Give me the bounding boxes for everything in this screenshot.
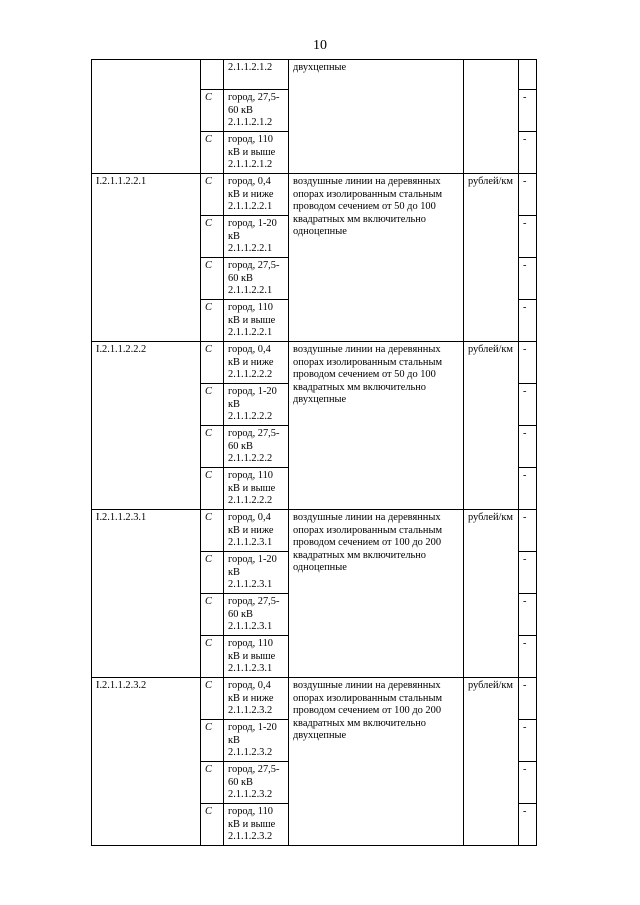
category-cell: город, 110 кВ и выше 2.1.1.2.1.2 bbox=[224, 132, 289, 174]
code-cell: I.2.1.1.2.2.1 bbox=[92, 174, 201, 342]
description-cell: воздушные линии на деревянных опорах изолированным стальным проводом сечением от 50 до 100 квадратных мм включительно двухцепные bbox=[289, 342, 464, 510]
letter-cell: С bbox=[201, 468, 224, 510]
letter-cell: С bbox=[201, 678, 224, 720]
value-cell: - bbox=[519, 636, 537, 678]
unit-cell bbox=[464, 60, 519, 174]
value-cell bbox=[519, 60, 537, 90]
category-cell: город, 110 кВ и выше 2.1.1.2.2.1 bbox=[224, 300, 289, 342]
category-cell: город, 0,4 кВ и ниже 2.1.1.2.2.1 bbox=[224, 174, 289, 216]
letter-cell: С bbox=[201, 300, 224, 342]
unit-cell: рублей/км bbox=[464, 678, 519, 846]
category-cell: город, 0,4 кВ и ниже 2.1.1.2.3.1 bbox=[224, 510, 289, 552]
table-row bbox=[92, 678, 537, 720]
letter-cell: С bbox=[201, 552, 224, 594]
letter-cell: С bbox=[201, 720, 224, 762]
value-cell: - bbox=[519, 216, 537, 258]
tariff-table bbox=[91, 59, 537, 846]
value-cell: - bbox=[519, 342, 537, 384]
description-cell: воздушные линии на деревянных опорах изолированным стальным проводом сечением от 50 до 100 квадратных мм включительно одноцепные bbox=[289, 174, 464, 342]
letter-cell: С bbox=[201, 426, 224, 468]
letter-cell: С bbox=[201, 804, 224, 846]
category-cell: город, 0,4 кВ и ниже 2.1.1.2.3.2 bbox=[224, 678, 289, 720]
value-cell: - bbox=[519, 552, 537, 594]
value-cell: - bbox=[519, 468, 537, 510]
category-cell: город, 27,5-60 кВ 2.1.1.2.3.1 bbox=[224, 594, 289, 636]
code-cell: I.2.1.1.2.3.1 bbox=[92, 510, 201, 678]
category-cell: город, 0,4 кВ и ниже 2.1.1.2.2.2 bbox=[224, 342, 289, 384]
value-cell: - bbox=[519, 678, 537, 720]
category-cell: город, 27,5-60 кВ 2.1.1.2.3.2 bbox=[224, 762, 289, 804]
letter-cell bbox=[201, 60, 224, 90]
code-cell bbox=[92, 60, 201, 174]
code-cell: I.2.1.1.2.3.2 bbox=[92, 678, 201, 846]
category-cell: город, 1-20 кВ 2.1.1.2.3.2 bbox=[224, 720, 289, 762]
category-cell: город, 110 кВ и выше 2.1.1.2.3.1 bbox=[224, 636, 289, 678]
category-cell: город, 27,5-60 кВ 2.1.1.2.1.2 bbox=[224, 90, 289, 132]
category-cell: город, 1-20 кВ 2.1.1.2.3.1 bbox=[224, 552, 289, 594]
value-cell: - bbox=[519, 90, 537, 132]
letter-cell: С bbox=[201, 636, 224, 678]
value-cell: - bbox=[519, 174, 537, 216]
value-cell: - bbox=[519, 510, 537, 552]
value-cell: - bbox=[519, 720, 537, 762]
category-cell: город, 27,5-60 кВ 2.1.1.2.2.2 bbox=[224, 426, 289, 468]
table-row bbox=[92, 510, 537, 552]
unit-cell: рублей/км bbox=[464, 174, 519, 342]
table-row bbox=[92, 342, 537, 384]
letter-cell: С bbox=[201, 216, 224, 258]
value-cell: - bbox=[519, 426, 537, 468]
category-cell: город, 1-20 кВ 2.1.1.2.2.1 bbox=[224, 216, 289, 258]
letter-cell: С bbox=[201, 90, 224, 132]
value-cell: - bbox=[519, 300, 537, 342]
letter-cell: С bbox=[201, 258, 224, 300]
letter-cell: С bbox=[201, 342, 224, 384]
letter-cell: С bbox=[201, 510, 224, 552]
value-cell: - bbox=[519, 594, 537, 636]
code-cell: I.2.1.1.2.2.2 bbox=[92, 342, 201, 510]
category-cell: город, 110 кВ и выше 2.1.1.2.3.2 bbox=[224, 804, 289, 846]
value-cell: - bbox=[519, 384, 537, 426]
unit-cell: рублей/км bbox=[464, 342, 519, 510]
category-cell: город, 110 кВ и выше 2.1.1.2.2.2 bbox=[224, 468, 289, 510]
category-cell: город, 1-20 кВ 2.1.1.2.2.2 bbox=[224, 384, 289, 426]
value-cell: - bbox=[519, 258, 537, 300]
letter-cell: С bbox=[201, 594, 224, 636]
value-cell: - bbox=[519, 762, 537, 804]
category-cell: город, 27,5-60 кВ 2.1.1.2.2.1 bbox=[224, 258, 289, 300]
letter-cell: С bbox=[201, 174, 224, 216]
unit-cell: рублей/км bbox=[464, 510, 519, 678]
page-number: 10 bbox=[313, 38, 327, 53]
description-cell: воздушные линии на деревянных опорах изолированным стальным проводом сечением от 100 до 200 квадратных мм включительно одноцепные bbox=[289, 510, 464, 678]
letter-cell: С bbox=[201, 384, 224, 426]
value-cell: - bbox=[519, 132, 537, 174]
table-row bbox=[92, 174, 537, 216]
letter-cell: С bbox=[201, 132, 224, 174]
table-row bbox=[92, 60, 537, 90]
description-cell: воздушные линии на деревянных опорах изолированным стальным проводом сечением от 100 до 200 квадратных мм включительно двухцепные bbox=[289, 678, 464, 846]
value-cell: - bbox=[519, 804, 537, 846]
description-cell: двухцепные bbox=[289, 60, 464, 174]
category-cell: 2.1.1.2.1.2 bbox=[224, 60, 289, 90]
letter-cell: С bbox=[201, 762, 224, 804]
